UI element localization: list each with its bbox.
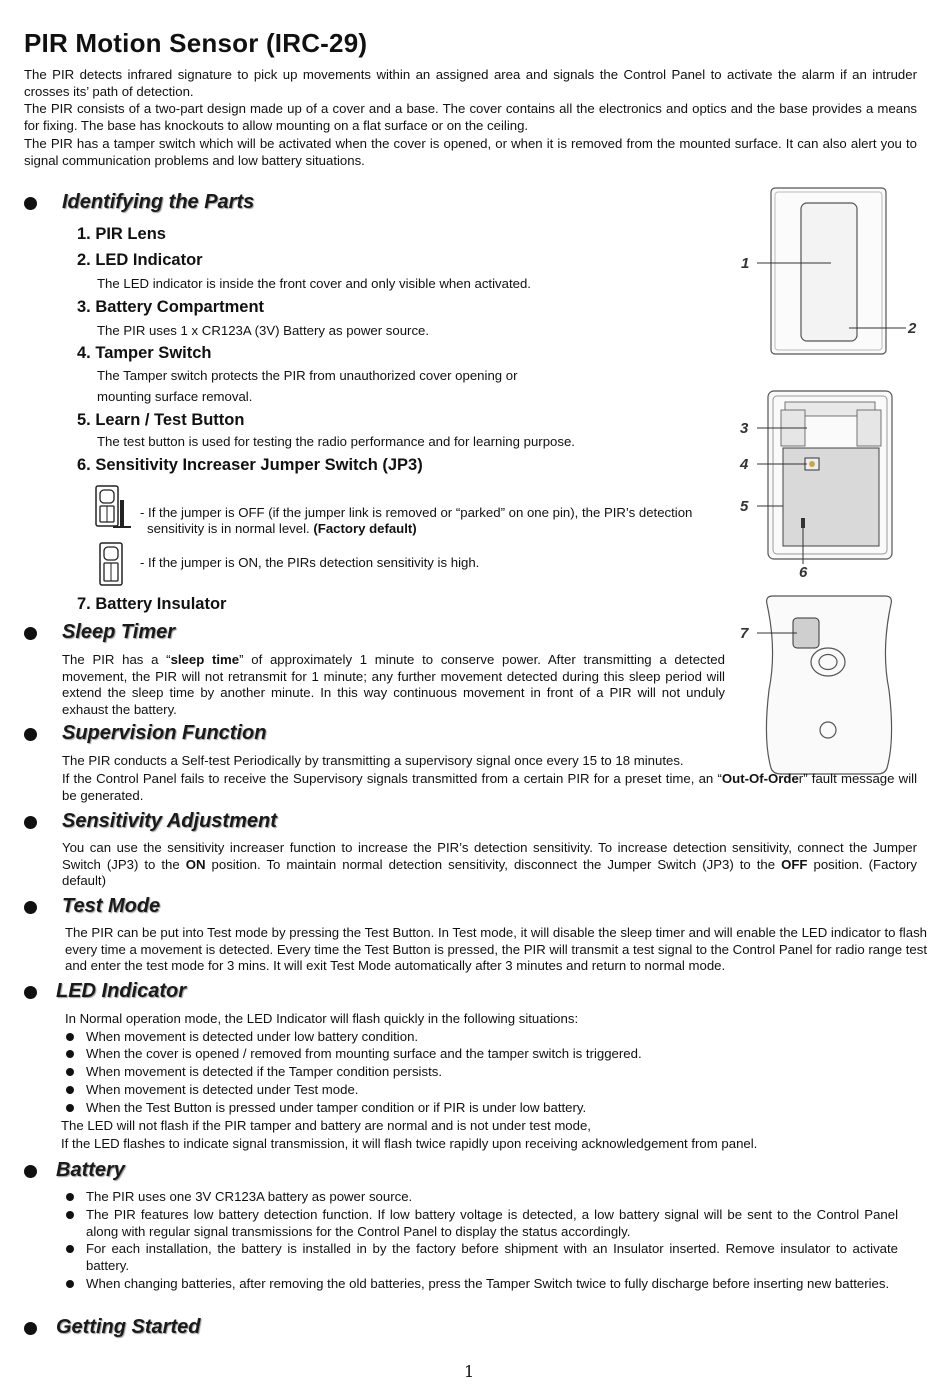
list-bullet bbox=[66, 1104, 74, 1112]
list-bullet bbox=[66, 1280, 74, 1288]
section-heading-sensitivity: Sensitivity Adjustment bbox=[62, 810, 277, 832]
list-bullet bbox=[66, 1245, 74, 1253]
section-bullet bbox=[24, 816, 37, 829]
supervision-text-a: If the Control Panel fails to receive the Supervisory signals transmitted from a certain PIR for a preset time, an “ bbox=[62, 771, 722, 786]
led-item: When movement is detected if the Tamper condition persists. bbox=[86, 1064, 442, 1079]
figure-label-1: 1 bbox=[741, 255, 750, 272]
part-3-description: The PIR uses 1 x CR123A (3V) Battery as power source. bbox=[97, 323, 430, 338]
list-bullet bbox=[66, 1086, 74, 1094]
figure-label-7: 7 bbox=[740, 625, 749, 642]
part-2-title: 2. LED Indicator bbox=[77, 251, 203, 269]
intro-paragraph-3: The PIR has a tamper switch which will be activated when the cover is opened, or when it is removed from the mounted surface. It can also alert you to signal communication problems and low battery situations. bbox=[24, 136, 917, 168]
page-number: 1 bbox=[464, 1362, 475, 1381]
list-bullet bbox=[66, 1068, 74, 1076]
part-4-description-line2: mounting surface removal. bbox=[97, 389, 253, 404]
led-after-2: If the LED flashes to indicate signal transmission, it will flash twice rapidly upon receiving acknowledgement from panel. bbox=[61, 1136, 758, 1151]
figure-label-2: 2 bbox=[908, 320, 917, 337]
jumper-off-text: sensitivity is in normal level. bbox=[147, 521, 314, 536]
figure-label-4: 4 bbox=[740, 456, 749, 473]
led-item: When movement is detected under Test mode. bbox=[86, 1082, 359, 1097]
section-heading-sleep: Sleep Timer bbox=[62, 621, 176, 643]
out-of-order-term: Out-Of-Orde bbox=[721, 771, 799, 786]
section-heading-battery: Battery bbox=[56, 1159, 125, 1181]
jumper-on-icon bbox=[97, 541, 127, 589]
part-4-description-line1: The Tamper switch protects the PIR from unauthorized cover opening or bbox=[97, 368, 518, 383]
part-5-title: 5. Learn / Test Button bbox=[77, 411, 245, 429]
page-title: PIR Motion Sensor (IRC-29) bbox=[24, 28, 368, 58]
test-mode-paragraph: The PIR can be put into Test mode by pressing the Test Button. In Test mode, it will disable the sleep timer and will enable the LED indicator to flash every time a movement is detected. Every time the Test Button is pressed, the PIR will transmit a test signal to the Control Panel for radio range test and enter the test mode for 3 mins. It will exit Test Mode automatically after 3 minutes and return to normal mode. bbox=[65, 925, 927, 973]
part-6-title: 6. Sensitivity Increaser Jumper Switch (JP3) bbox=[77, 456, 423, 474]
jumper-on-line: - If the jumper is ON, the PIRs detection sensitivity is high. bbox=[140, 555, 480, 570]
part-1-title: 1. PIR Lens bbox=[77, 225, 166, 243]
part-7-title: 7. Battery Insulator bbox=[77, 595, 227, 613]
intro-paragraph-2: The PIR consists of a two-part design made up of a cover and a base. The cover contains all the electronics and optics and the base provides a means for fixing. The base has knockouts to allow mounting on a flat surface or on the ceiling. bbox=[24, 101, 917, 133]
part-3-title: 3. Battery Compartment bbox=[77, 298, 265, 316]
led-item: When the Test Button is pressed under tamper condition or if PIR is under low battery. bbox=[86, 1100, 587, 1115]
led-item: When the cover is opened / removed from mounting surface and the tamper switch is triggered. bbox=[86, 1046, 642, 1061]
section-heading-supervision: Supervision Function bbox=[62, 722, 267, 744]
section-bullet bbox=[24, 901, 37, 914]
section-heading-led: LED Indicator bbox=[56, 980, 187, 1002]
intro-paragraph-1: The PIR detects infrared signature to pick up movements within an assigned area and signals the Control Panel to activate the alarm if an intruder crosses its’ path of detection. bbox=[24, 67, 917, 99]
part-2-description: The LED indicator is inside the front cover and only visible when activated. bbox=[97, 276, 531, 291]
battery-item: The PIR features low battery detection function. If low battery voltage is detected, a low battery signal will be sent to the Control Panel along with regular signal transmissions for the Control Panel to display the status accordingly. bbox=[86, 1207, 898, 1239]
section-bullet bbox=[24, 1322, 37, 1335]
factory-default-note: (Factory default) bbox=[313, 521, 417, 536]
off-term: OFF bbox=[781, 856, 808, 872]
led-item: When movement is detected under low battery condition. bbox=[86, 1029, 419, 1044]
list-bullet bbox=[66, 1211, 74, 1219]
section-bullet bbox=[24, 986, 37, 999]
section-bullet bbox=[24, 627, 37, 640]
battery-item: The PIR uses one 3V CR123A battery as power source. bbox=[86, 1189, 413, 1204]
jumper-off-icon bbox=[93, 484, 135, 532]
list-bullet bbox=[66, 1193, 74, 1201]
pir-base-illustration bbox=[735, 590, 925, 780]
section-bullet bbox=[24, 728, 37, 741]
sleep-text-c: ” of approximately 1 minute to conserve power. After transmitting a detected movement, the PIR will not retransmit for 1 minute; any further movement detected during this sleep period will extend the sleep time by another minute. In this way continuous movement in front of a PIR will not unduly exhaust the battery. bbox=[62, 652, 725, 717]
sensitivity-text-a: You can use the sensitivity increaser function to increase the PIR’s detection sensitivity. To increase detection sensitivity, connect the Jumper Switch (JP3) to the bbox=[62, 840, 917, 872]
supervision-line-1: The PIR conducts a Self-test Periodically by transmitting a supervisory signal once every 15 to 18 minutes. bbox=[62, 753, 684, 768]
figure-label-5: 5 bbox=[740, 498, 749, 515]
on-term: ON bbox=[185, 856, 206, 872]
led-intro: In Normal operation mode, the LED Indicator will flash quickly in the following situations: bbox=[65, 1011, 579, 1026]
sleep-term: sleep time bbox=[170, 652, 240, 667]
sensitivity-text-e: position. (Factory default) bbox=[62, 856, 917, 888]
sleep-text-a: The PIR has a “ bbox=[62, 652, 171, 667]
list-bullet bbox=[66, 1050, 74, 1058]
figure-label-3: 3 bbox=[740, 420, 749, 437]
jumper-off-line2 bbox=[147, 518, 417, 539]
battery-item: For each installation, the battery is installed in by the factory before shipment with an Insulator inserted. Remove insulator to activate battery. bbox=[86, 1241, 898, 1273]
list-bullet bbox=[66, 1033, 74, 1041]
figure-label-6: 6 bbox=[799, 564, 808, 581]
jumper-off-line1: - If the jumper is OFF (if the jumper link is removed or “parked” on one pin), the PIR’s detection bbox=[140, 505, 693, 520]
sensitivity-paragraph bbox=[62, 840, 917, 890]
led-after-1: The LED will not flash if the PIR tamper and battery are normal and is not under test mode, bbox=[61, 1118, 591, 1133]
section-heading-parts: Identifying the Parts bbox=[62, 191, 255, 213]
section-bullet bbox=[24, 197, 37, 210]
part-5-description: The test button is used for testing the radio performance and for learning purpose. bbox=[97, 434, 575, 449]
pir-front-cover-illustration bbox=[735, 183, 925, 358]
supervision-text-c: r” fault message will be generated. bbox=[62, 771, 918, 803]
sensitivity-text-c: position. To maintain normal detection sensitivity, disconnect the Jumper Switch (JP3) to the bbox=[205, 856, 782, 872]
battery-item: When changing batteries, after removing the old batteries, press the Tamper Switch twice to fully discharge before inserting new batteries. bbox=[86, 1276, 890, 1291]
sleep-paragraph bbox=[62, 652, 725, 718]
section-bullet bbox=[24, 1165, 37, 1178]
section-heading-getting-started: Getting Started bbox=[56, 1316, 201, 1338]
section-heading-test: Test Mode bbox=[62, 895, 161, 917]
part-4-title: 4. Tamper Switch bbox=[77, 344, 212, 362]
supervision-line-2 bbox=[62, 771, 917, 804]
pir-interior-illustration bbox=[735, 388, 925, 583]
